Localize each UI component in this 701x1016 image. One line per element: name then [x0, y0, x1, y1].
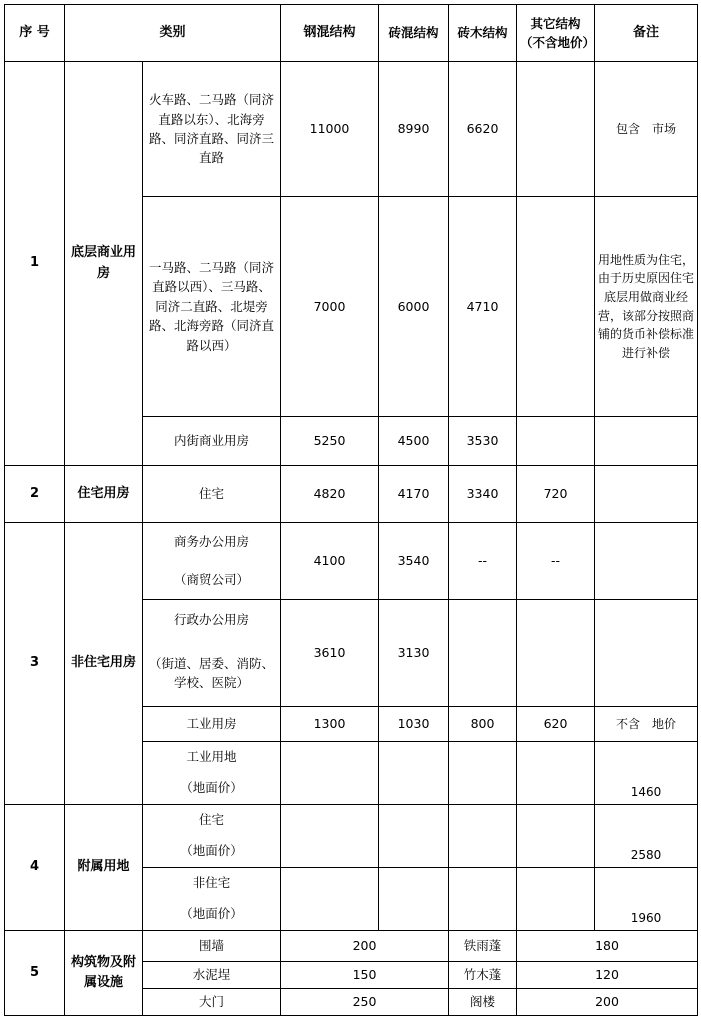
value-other	[517, 868, 595, 931]
value-remark	[595, 417, 698, 466]
value-brick-concrete: 3130	[379, 600, 449, 707]
header-brick-wood: 砖木结构	[449, 5, 517, 62]
item-name: 非住宅	[192, 875, 231, 891]
value-other	[517, 417, 595, 466]
item-name: 一马路、二马路（同济直路以西）、三马路、同济二直路、北堤旁路、北海旁路（同济直路以西）	[143, 197, 281, 417]
item-name-secondary: （商贸公司）	[143, 561, 281, 600]
header-category: 类别	[65, 5, 281, 62]
table-row	[5, 62, 698, 197]
item-name-secondary: （地面价）	[180, 843, 243, 859]
value-remark	[595, 523, 698, 600]
header-brick-concrete: 砖混结构	[379, 5, 449, 62]
table-row	[5, 805, 698, 868]
value-brick-concrete	[379, 868, 449, 931]
value-remark: 用地性质为住宅，由于历史原因住宅底层用做商业经营，该部分按照商铺的货币补偿标准进行补偿	[595, 197, 698, 417]
item-name: 住宅	[143, 466, 281, 523]
value-brick-wood	[449, 600, 517, 707]
structure-name-b: 竹木蓬	[449, 962, 517, 989]
header-concrete: 钢混结构	[281, 5, 379, 62]
value-concrete: 11000	[281, 62, 379, 197]
row-group-label: 底层商业用房	[65, 62, 143, 466]
structure-name-a: 水泥埕	[143, 962, 281, 989]
structure-value-b: 180	[517, 931, 698, 962]
structure-name-b: 阁楼	[449, 989, 517, 1016]
row-group-label: 非住宅用房	[65, 523, 143, 805]
value-brick-wood: 800	[449, 707, 517, 742]
value-brick-concrete: 4170	[379, 466, 449, 523]
structure-name-b: 铁雨蓬	[449, 931, 517, 962]
table-row	[5, 523, 698, 562]
row-group-label: 附属用地	[65, 805, 143, 931]
item-name-secondary: （街道、居委、消防、学校、医院）	[143, 640, 281, 707]
value-brick-concrete	[379, 805, 449, 868]
value-brick-concrete: 1030	[379, 707, 449, 742]
item-name: 火车路、二马路（同济直路以东）、北海旁路、同济直路、同济三直路	[143, 62, 281, 197]
value-brick-concrete	[379, 742, 449, 805]
structure-name-a: 围墙	[143, 931, 281, 962]
item-name-secondary: （地面价）	[180, 906, 243, 922]
value-brick-concrete: 8990	[379, 62, 449, 197]
value-brick-wood: --	[449, 523, 517, 600]
value-other	[517, 197, 595, 417]
value-concrete: 5250	[281, 417, 379, 466]
value-brick-wood: 3530	[449, 417, 517, 466]
value-other	[517, 805, 595, 868]
row-index: 4	[5, 805, 65, 931]
row-index: 2	[5, 466, 65, 523]
value-remark: 包含 市场	[595, 62, 698, 197]
item-name: 住宅	[199, 812, 225, 828]
value-remark: 2580	[595, 805, 698, 868]
value-other	[517, 600, 595, 707]
row-index: 1	[5, 62, 65, 466]
header-remark: 备注	[595, 5, 698, 62]
value-remark: 1960	[595, 868, 698, 931]
structure-name-a: 大门	[143, 989, 281, 1016]
value-concrete	[281, 805, 379, 868]
value-remark	[595, 466, 698, 523]
value-remark: 1460	[595, 742, 698, 805]
value-other: 620	[517, 707, 595, 742]
structure-value-a: 150	[281, 962, 449, 989]
value-remark	[595, 600, 698, 707]
value-brick-wood	[449, 805, 517, 868]
item-name-stack	[143, 742, 281, 805]
value-brick-concrete: 4500	[379, 417, 449, 466]
value-concrete	[281, 868, 379, 931]
table-header-row	[5, 5, 698, 62]
value-concrete: 4820	[281, 466, 379, 523]
item-name-stack	[143, 805, 281, 868]
value-concrete	[281, 742, 379, 805]
document-page	[0, 4, 701, 1010]
table-row	[5, 466, 698, 523]
row-index: 5	[5, 931, 65, 1016]
table-row	[5, 931, 698, 962]
value-brick-wood: 3340	[449, 466, 517, 523]
item-name: 工业用地	[186, 749, 237, 765]
row-index: 3	[5, 523, 65, 805]
row-group-label: 住宅用房	[65, 466, 143, 523]
row-group-label: 构筑物及附属设施	[65, 931, 143, 1016]
value-other: 720	[517, 466, 595, 523]
value-concrete: 3610	[281, 600, 379, 707]
value-other	[517, 742, 595, 805]
value-brick-wood	[449, 742, 517, 805]
item-name: 内街商业用房	[143, 417, 281, 466]
value-brick-concrete: 3540	[379, 523, 449, 600]
item-name: 工业用房	[143, 707, 281, 742]
item-name: 商务办公用房	[143, 523, 281, 562]
structure-value-b: 120	[517, 962, 698, 989]
value-other: --	[517, 523, 595, 600]
structure-value-b: 200	[517, 989, 698, 1016]
item-name: 行政办公用房	[143, 600, 281, 641]
value-other	[517, 62, 595, 197]
value-concrete: 4100	[281, 523, 379, 600]
structure-value-a: 200	[281, 931, 449, 962]
value-brick-concrete: 6000	[379, 197, 449, 417]
header-index: 序 号	[5, 5, 65, 62]
compensation-standards-table	[4, 4, 698, 1016]
structure-value-a: 250	[281, 989, 449, 1016]
item-name-stack	[143, 868, 281, 931]
value-brick-wood: 4710	[449, 197, 517, 417]
value-brick-wood: 6620	[449, 62, 517, 197]
value-concrete: 1300	[281, 707, 379, 742]
value-concrete: 7000	[281, 197, 379, 417]
value-remark: 不含 地价	[595, 707, 698, 742]
value-brick-wood	[449, 868, 517, 931]
header-other: 其它结构（不含地价）	[517, 5, 595, 62]
item-name-secondary: （地面价）	[180, 780, 243, 796]
